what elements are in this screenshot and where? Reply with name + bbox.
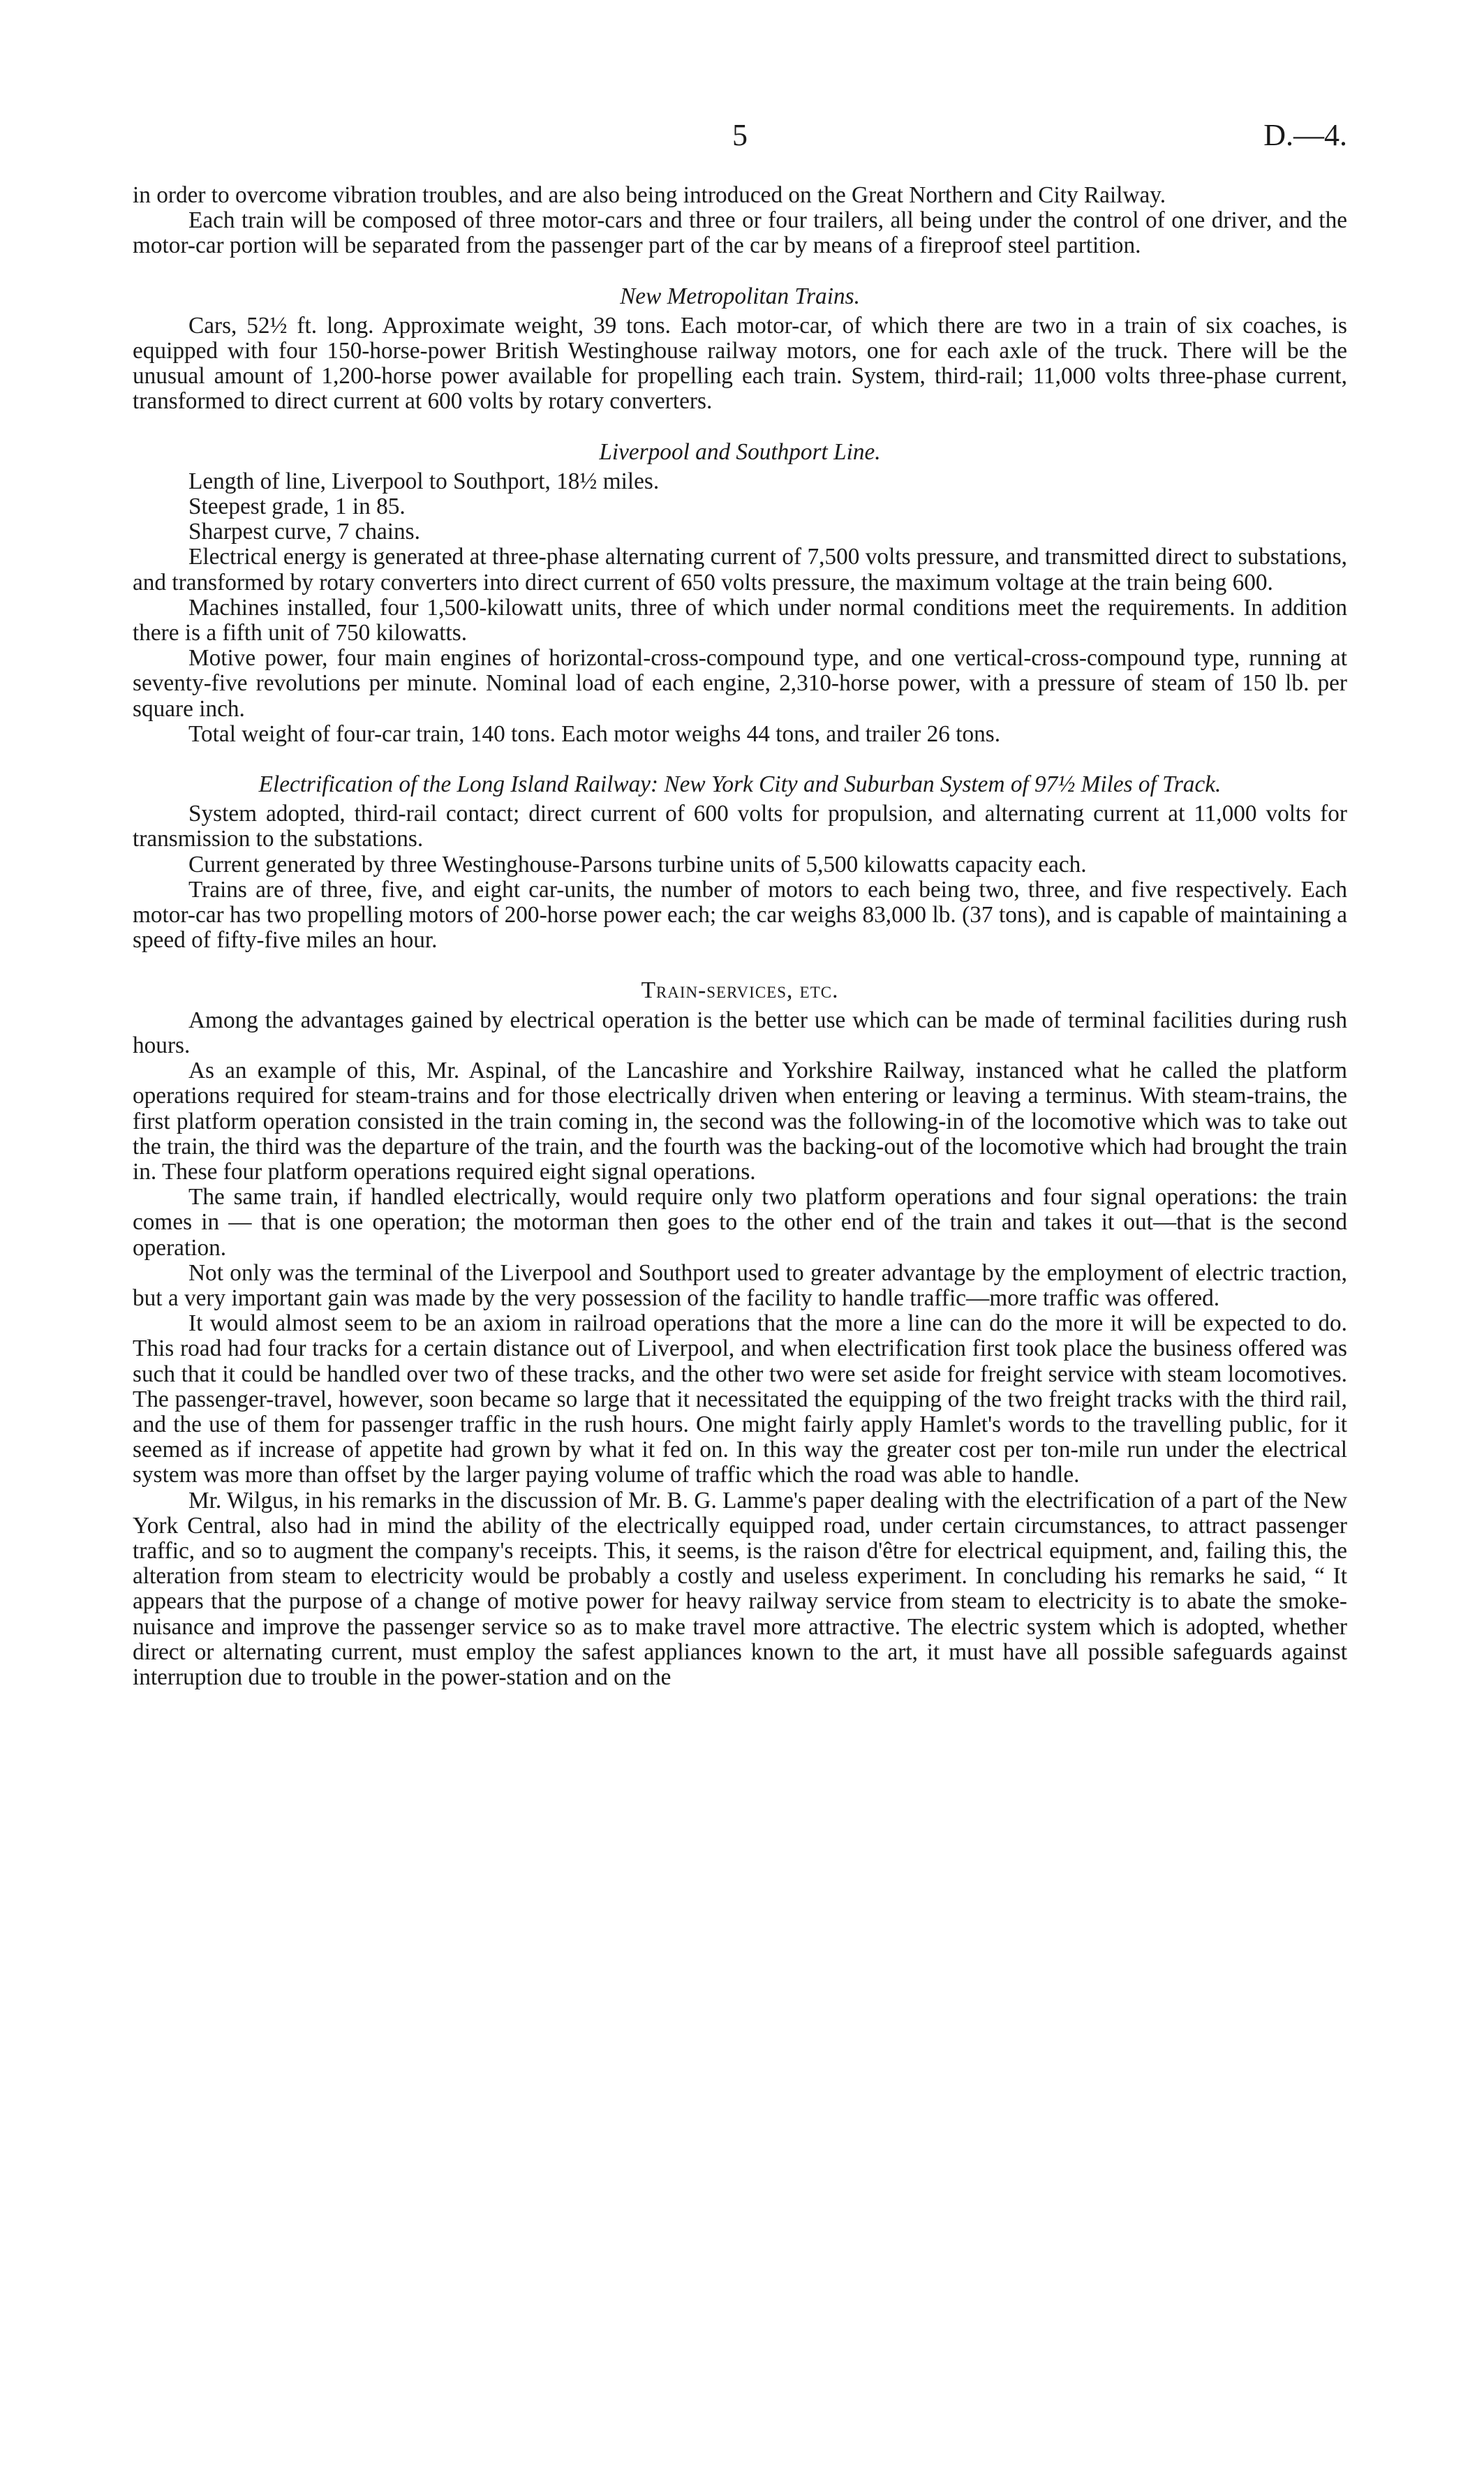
paragraph: The same train, if handled electrically, would require only two platform operations and four signal operations: the train comes in — that is one operation; the motorman then goes to the other end of the train and takes it out—that is the second operation. [133,1184,1347,1261]
document-reference: D.—4. [1263,118,1347,152]
paragraph: Cars, 52½ ft. long. Approximate weight, 39 tons. Each motor-car, of which there are two in a train of six coaches, is equipped with four 150-horse-power British Westinghouse railway motors, one for each axle of the truck. There will be the unusual amount of 1,200-horse power available for propelling each train. System, third-rail; 11,000 volts three-phase current, transformed to direct current at 600 volts by rotary converters. [133,312,1347,415]
paragraph: Motive power, four main engines of horizontal-cross-compound type, and one vertical-cross-compound type, running at seventy-five revolutions per minute. Nominal load of each engine, 2,310-horse power, with a pressure of steam of 150 lb. per square inch. [133,645,1347,722]
paragraph: Sharpest curve, 7 chains. [188,519,420,545]
paragraph: Steepest grade, 1 in 85. [188,494,406,520]
paragraph: in order to overcome vibration troubles, and are also being introduced on the Great Northern and City Railway. [133,182,1166,208]
paragraph: Trains are of three, five, and eight car-units, the number of motors to each being two, three, and five respectively. Each motor-car has two propelling motors of 200-horse power each; the car weighs 83,000 lb. (37 tons), and is capable of maintaining a speed of fifty-five miles an hour. [133,876,1347,954]
page-number: 5 [732,118,748,152]
paragraph: Length of line, Liverpool to Southport, 18½ miles. [188,468,660,494]
section-heading: Liverpool and Southport Line. [599,438,881,465]
section-heading: Train-services, etc. [641,977,839,1004]
paragraph: Each train will be composed of three motor-cars and three or four trailers, all being under the control of one driver, and the motor-car portion will be separated from the passenger part of the car by means of a fireproof steel partition. [133,207,1347,259]
paragraph: Machines installed, four 1,500-kilowatt units, three of which under normal conditions meet the requirements. In addition there is a fifth unit of 750 kilowatts. [133,594,1347,646]
paragraph: System adopted, third-rail contact; direct current of 600 volts for propulsion, and alternating current at 11,000 volts for transmission to the substations. [133,801,1347,852]
paragraph: Electrical energy is generated at three-phase alternating current of 7,500 volts pressure, and transmitted direct to substations, and transformed by rotary converters into direct current of 650 volts pressure, the maximum voltage at the train being 600. [133,544,1347,595]
page-header [133,117,1347,159]
paragraph: As an example of this, Mr. Aspinal, of the Lancashire and Yorkshire Railway, instanced what he called the platform operations required for steam-trains and for those electrically driven when entering or leaving a terminus. With steam-trains, the first platform operation consisted in the train coming in, the second was the following-in of the locomotive which was to take out the train, the third was the departure of the train, and the fourth was the backing-out of the locomotive which had brought the train in. These four platform operations required eight signal operations. [133,1058,1347,1185]
paragraph: Current generated by three Westinghouse-Parsons turbine units of 5,500 kilowatts capacity each. [188,851,1087,878]
body-text [133,183,1347,1690]
section-heading: Electrification of the Long Island Railway: New York City and Suburban System of 97½ Miles of Track. [258,771,1222,798]
paragraph: Among the advantages gained by electrical operation is the better use which can be made of terminal facilities during rush hours. [133,1007,1347,1058]
paragraph: Total weight of four-car train, 140 tons. Each motor weighs 44 tons, and trailer 26 tons. [188,720,1001,747]
paragraph: Mr. Wilgus, in his remarks in the discussion of Mr. B. G. Lamme's paper dealing with the electrification of a part of the New York Central, also had in mind the ability of the electrically equipped road, under certain circumstances, to attract passenger traffic, and so to augment the company's receipts. This, it seems, is the raison d'être for electrical equipment, and, failing this, the alteration from steam to electricity would be probably a costly and useless experiment. In concluding his remarks he said, “ It appears that the purpose of a change of motive power for heavy railway service from steam to electricity is to abate the smoke-nuisance and improve the passenger service so as to make travel more attractive. The electric system which is adopted, whether direct or alternating current, must employ the safest appliances known to the art, it must have all possible safeguards against interruption due to trouble in the power-station and on the [133,1487,1347,1690]
paragraph: It would almost seem to be an axiom in railroad operations that the more a line can do the more it will be expected to do. This road had four tracks for a certain distance out of Liverpool, and when electrification first took place the business offered was such that it could be handled over two of these tracks, and the other two were set aside for freight service with steam locomotives. The passenger-travel, however, soon became so large that it necessitated the equipping of the two freight tracks with the third rail, and the use of them for passenger traffic in the rush hours. One might fairly apply Hamlet's words to the travelling public, for it seemed as if increase of appetite had grown by what it fed on. In this way the greater cost per ton-mile run under the electrical system was more than offset by the larger paying volume of traffic which the road was able to handle. [133,1310,1347,1488]
paragraph: Not only was the terminal of the Liverpool and Southport used to greater advantage by the employment of electric traction, but a very important gain was made by the very possession of the facility to handle traffic—more traffic was offered. [133,1259,1347,1311]
section-heading: New Metropolitan Trains. [620,283,860,309]
